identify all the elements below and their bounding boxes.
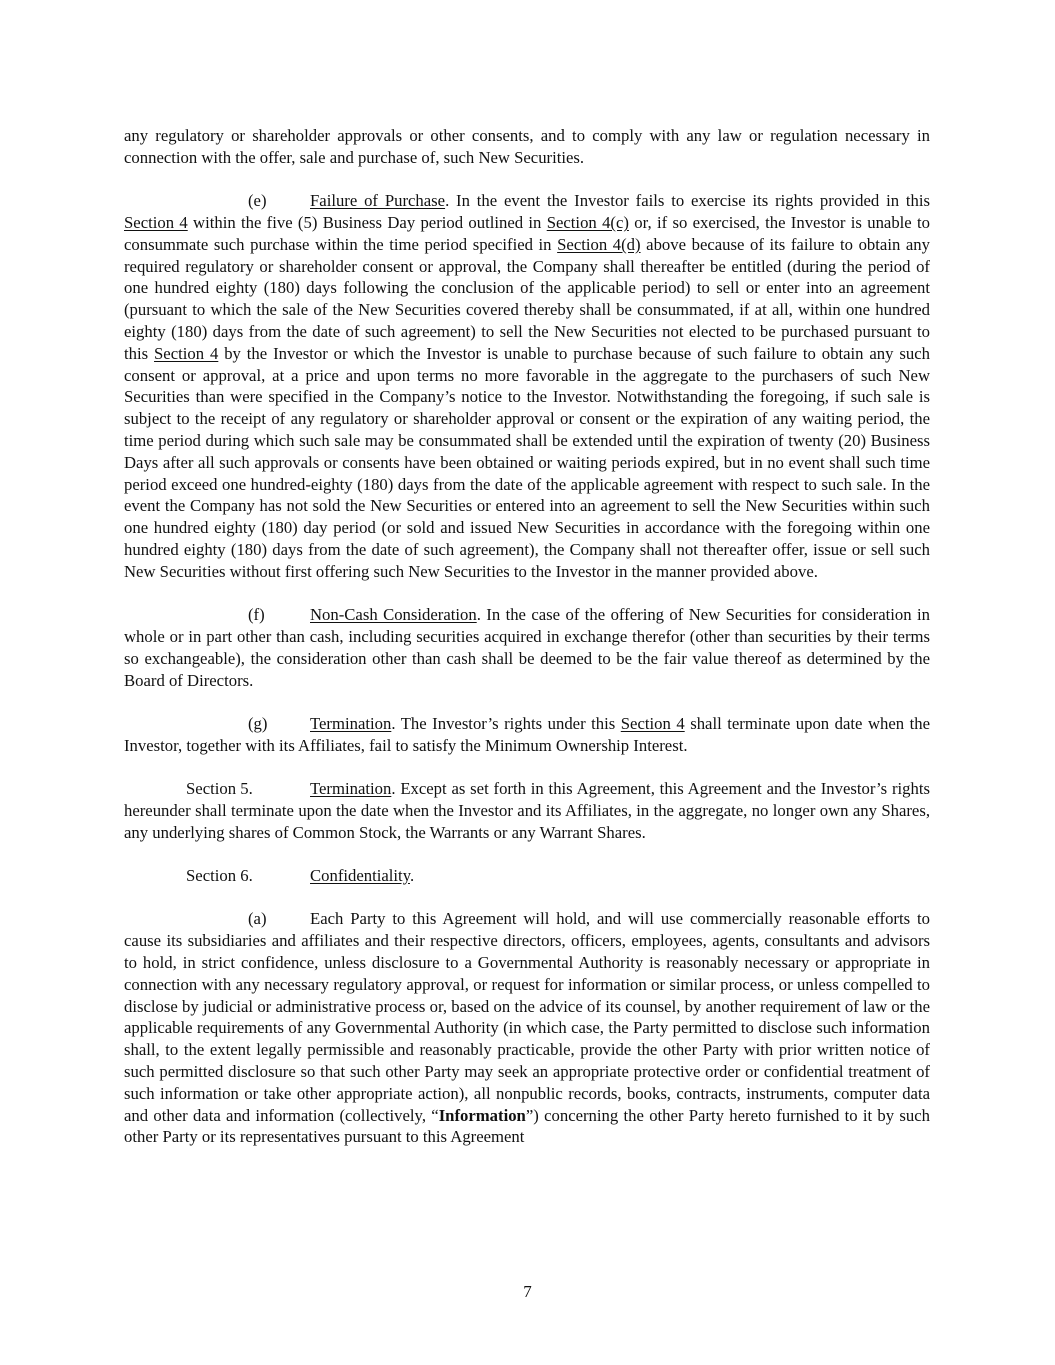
document-body xyxy=(124,125,930,1170)
clause-heading: Termination xyxy=(310,713,392,733)
section-reference: Section 4(c) xyxy=(546,212,629,232)
section-6-confidentiality: Section 6. Confidentiality. xyxy=(186,866,415,886)
paragraph-e-failure-of-purchase: (e) Failure of Purchase. In the event the Investor fails to exercise its rights provided in this Section 4 within the five (5) Business Day period outlined in Section 4(c) or, if so exercised, the Investor is unable to consummate such purchase within the time period specified in Section 4(d) above because of its failure to obtain any required regulatory or shareholder consent or approval, the Company shall thereafter be entitled (during the period of one hundred eighty (180) days following the conclusion of the applicable period) to sell or enter into an agreement (pursuant to which the sale of the New Securities covered thereby shall be consummated, if at all, within one hundred eighty (180) days from the date of such agreement) to sell the New Securities not elected to be purchased pursuant to this Section 4 by the Investor or which the Investor is unable to purchase because of such failure to obtain any such consent or approval, at a price and upon terms no more favorable in the aggregate to the purchasers of such New Securities than were specified in the Company’s notice to the Investor. Notwithstanding the foregoing, if such sale is subject to the receipt of any regulatory or shareholder approval or consent or the expiration of any waiting period, the time period during which such sale may be consummated shall be extended until the expiration of twenty (20) Business Days after all such approvals or consents have been obtained or waiting periods expired, but in no event shall such time period exceed one hundred-eighty (180) days from the date of the applicable agreement with respect to such sale. In the event the Company has not sold the New Securities or entered into an agreement to sell the New Securities within such one hundred eighty (180) day period (or sold and issued New Securities in accordance with the foregoing within one hundred eighty (180) days from the date of such agreement), the Company shall not thereafter offer, issue or sell such New Securities without first offering such New Securities to the Investor in the manner provided above. xyxy=(124,191,930,581)
clause-label: (a) xyxy=(248,909,267,929)
clause-heading: Non-Cash Consideration xyxy=(310,605,477,625)
paragraph-f-non-cash-consideration: (f) Non-Cash Consideration. In the case of the offering of New Securities for consideration in whole or in part other than cash, including securities acquired in exchange therefor (other than securities by their terms so exchangeable), the consideration other than cash shall be deemed to be the fair value thereof as determined by the Board of Directors. xyxy=(124,605,930,690)
clause-label: (e) xyxy=(248,191,267,211)
clause-label: (g) xyxy=(248,713,268,733)
paragraph-a-confidentiality: (a) Each Party to this Agreement will hold, and will use commercially reasonable efforts to cause its subsidiaries and affiliates and their respective directors, officers, employees, agents, consultants and advisors to hold, in strict confidence, unless disclosure to a Governmental Authority is reasonably necessary or appropriate in connection with any necessary regulatory approval, or request for information or similar process, or unless compelled to disclose by judicial or administrative process or, based on the advice of its counsel, by another requirement of law or the applicable requirements of any Governmental Authority (in which case, the Party permitted to disclose such information shall, to the extent legally permissible and reasonably practicable, provide the other Party with prior written notice of such permitted disclosure so that such other Party may seek an appropriate protective order or confidential treatment of such information or take other appropriate action), all nonpublic records, books, contracts, instruments, computer data and other data and information (collectively, “Information”) concerning the other Party hereto furnished to it by such other Party or its representatives pursuant to this Agreement xyxy=(124,909,930,1147)
defined-term: Information xyxy=(438,1105,526,1125)
section-reference: Section 4(d) xyxy=(557,234,641,254)
section-reference: Section 4 xyxy=(620,713,685,733)
paragraph-g-termination: (g) Termination. The Investor’s rights under this Section 4 shall terminate upon date when the Investor, together with its Affiliates, fail to satisfy the Minimum Ownership Interest. xyxy=(124,713,930,755)
paragraph-intro: any regulatory or shareholder approvals or other consents, and to comply with any law or regulation necessary in connection with the offer, sale and purchase of, such New Securities. xyxy=(124,126,930,167)
section-label: Section 6. xyxy=(186,866,253,886)
section-reference: Section 4 xyxy=(124,212,188,232)
section-5-termination: Section 5. Termination. Except as set forth in this Agreement, this Agreement and the Investor’s rights hereunder shall terminate upon the date when the Investor and its Affiliates, in the aggregate, no longer own any Shares, any underlying shares of Common Stock, the Warrants or any Warrant Shares. xyxy=(124,779,930,842)
page-number: 7 xyxy=(523,1282,532,1301)
section-heading: Confidentiality xyxy=(310,866,410,886)
section-label: Section 5. xyxy=(186,779,253,799)
clause-label: (f) xyxy=(248,605,265,625)
section-reference: Section 4 xyxy=(154,343,219,363)
clause-heading: Failure of Purchase xyxy=(310,191,446,211)
section-heading: Termination xyxy=(310,779,392,799)
